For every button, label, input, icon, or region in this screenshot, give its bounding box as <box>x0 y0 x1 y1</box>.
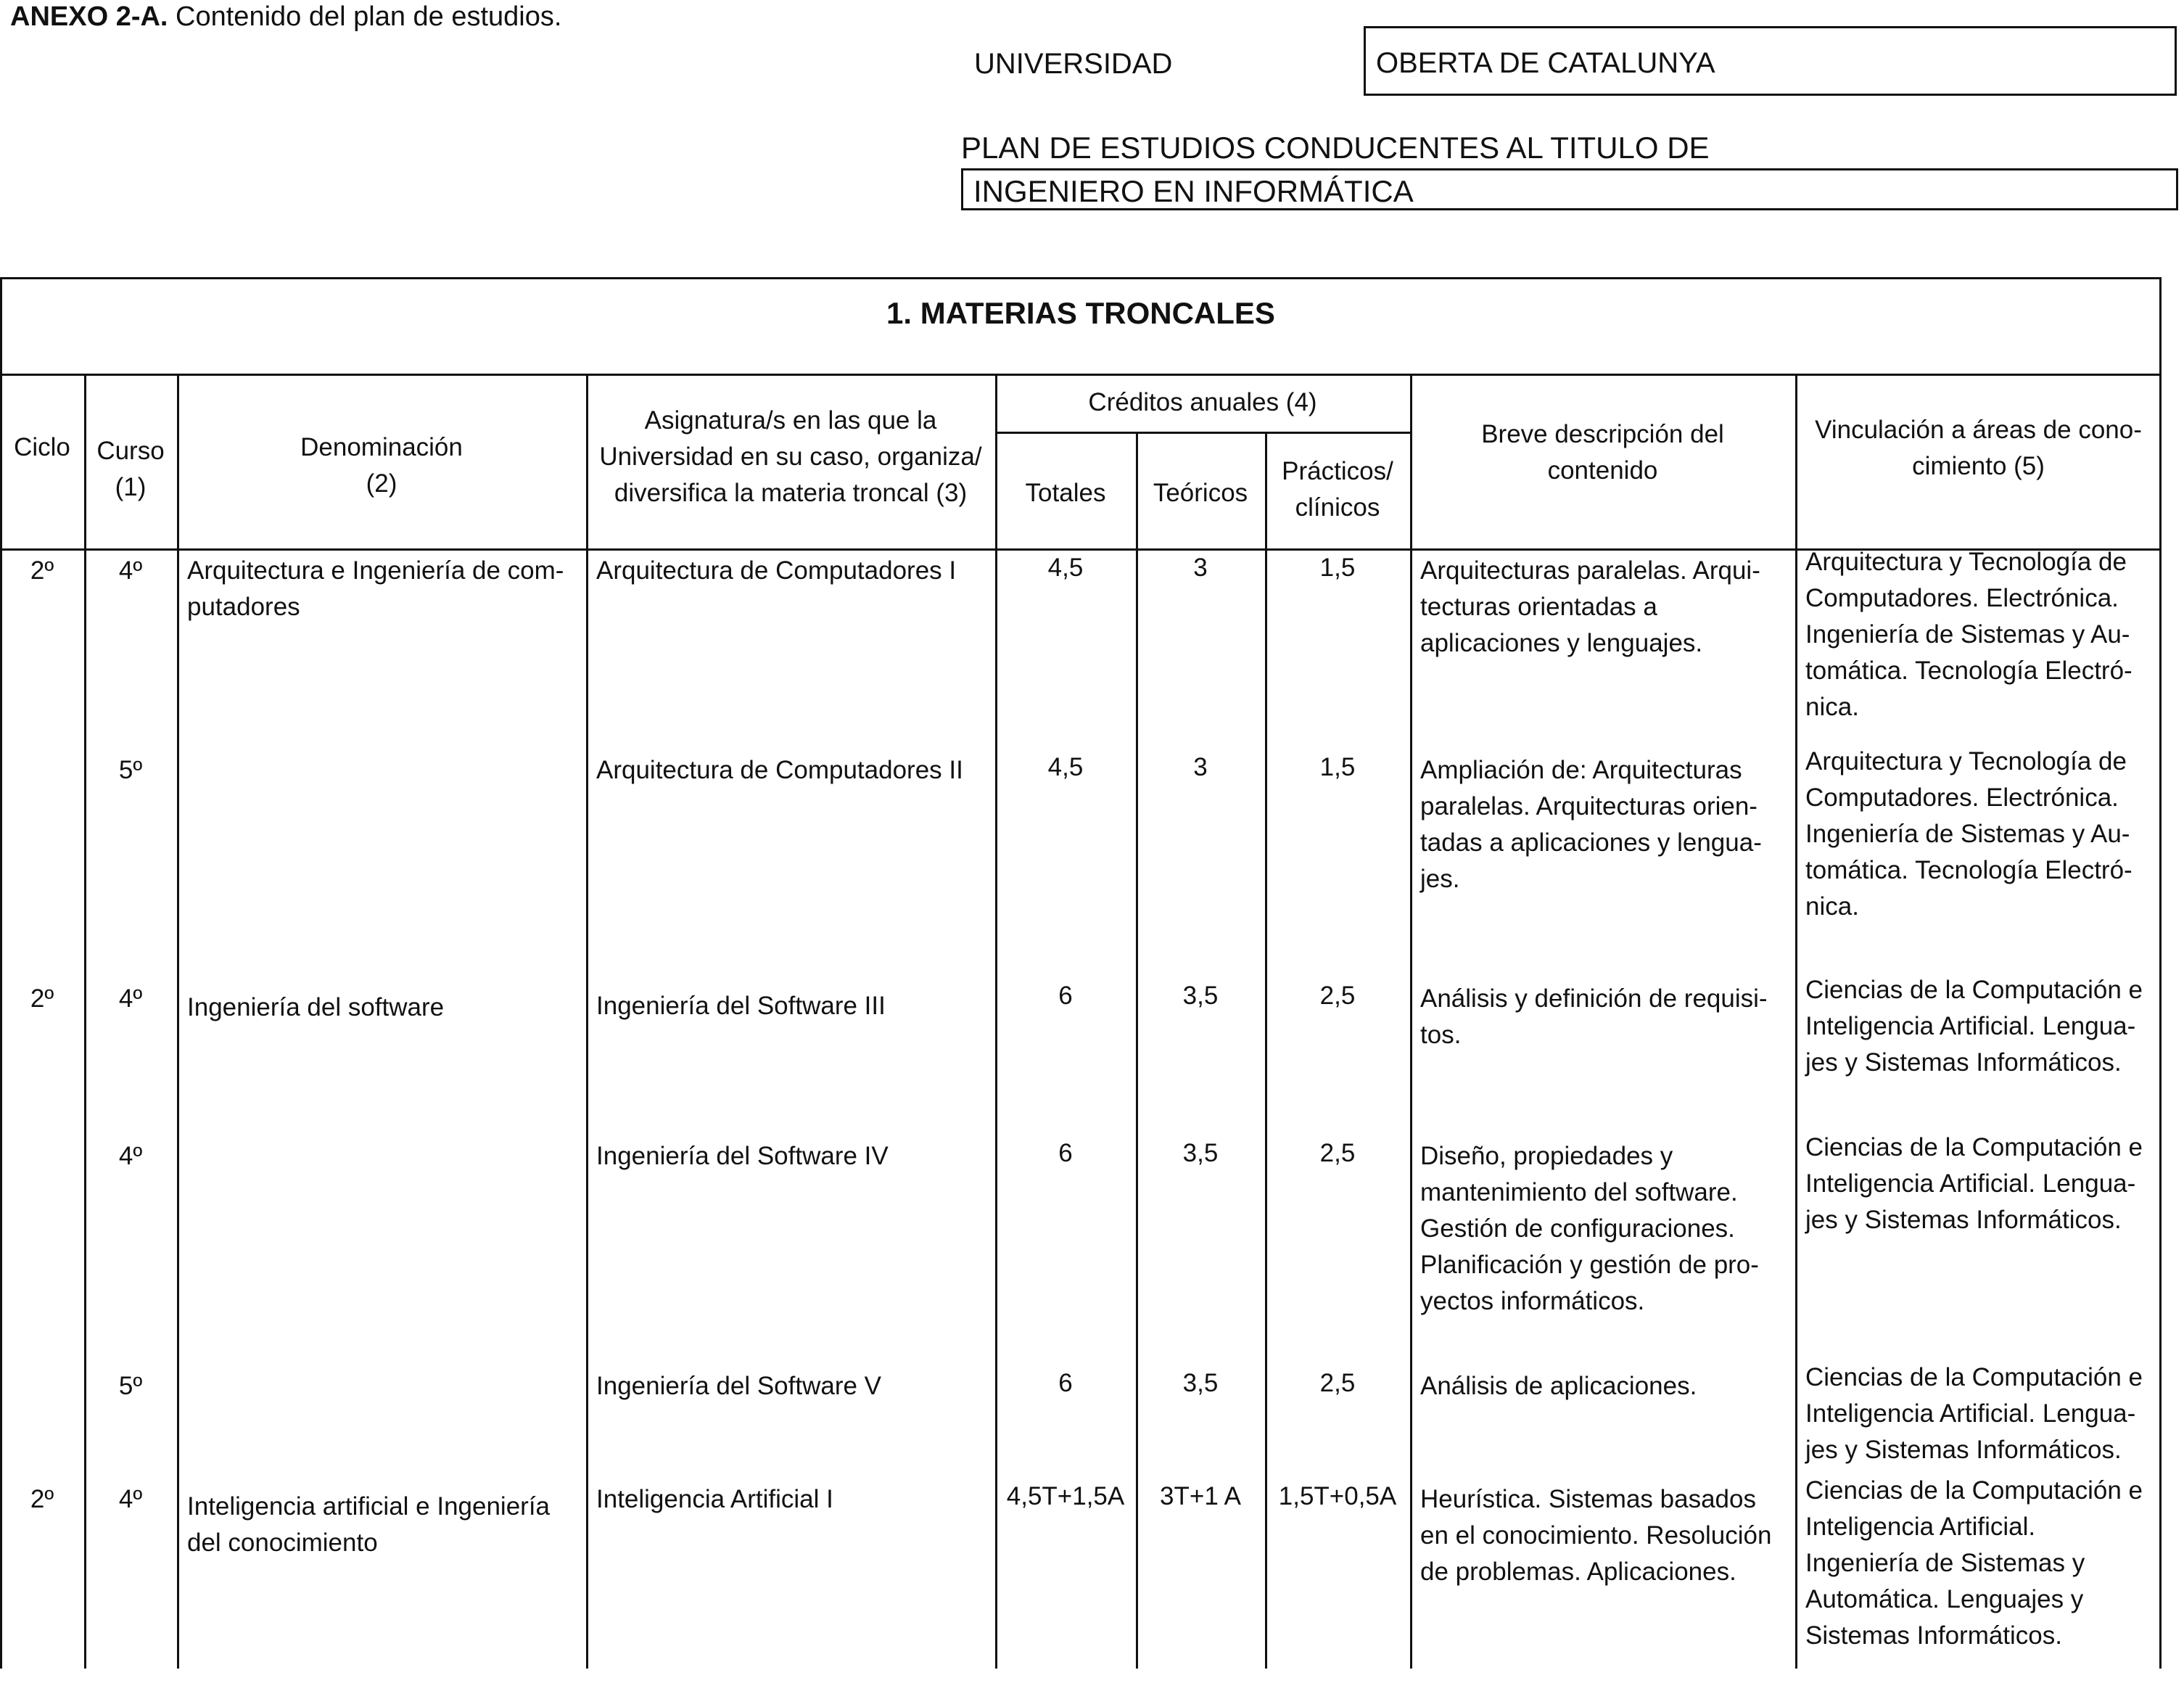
row-denominacion <box>187 1489 582 1561</box>
row-totales-line: 6 <box>1058 982 1073 1010</box>
row-teoricos <box>1136 1478 1265 1515</box>
row-vinculacion-line: Inteligencia Artificial. Lengua- <box>1805 1399 2136 1428</box>
row-descripcion-line: jes. <box>1420 865 1460 893</box>
row-practicos-line: 1,5 <box>1319 753 1356 781</box>
row-vinculacion <box>1805 972 2157 1081</box>
row-vinculacion-line: Ingeniería de Sistemas y <box>1805 1549 2085 1577</box>
row-vinculacion-line: jes y Sistemas Informáticos. <box>1805 1436 2122 1464</box>
row-vinculacion-line: Ciencias de la Computación e <box>1805 1363 2143 1391</box>
row-vinculacion-line: Inteligencia Artificial. Lengua- <box>1805 1012 2136 1040</box>
row-asignatura-line: Ingeniería del Software IV <box>596 1142 889 1170</box>
row-practicos <box>1265 749 1410 786</box>
row-curso <box>84 1481 177 1518</box>
row-curso-line: 4º <box>118 984 143 1013</box>
row-vinculacion-line: Arquitectura y Tecnología de <box>1805 747 2127 776</box>
row-asignatura-line: Arquitectura de Computadores II <box>596 756 963 784</box>
row-descripcion-line: tadas a aplicaciones y lengua- <box>1420 828 1762 857</box>
row-denominacion-line: Arquitectura e Ingeniería de com- <box>187 556 564 585</box>
row-denominacion-line: putadores <box>187 593 300 621</box>
header-denominacion <box>177 429 586 502</box>
row-curso-line: 4º <box>118 556 143 585</box>
row-vinculacion-line: Ingeniería de Sistemas y Au- <box>1805 620 2130 649</box>
row-denominacion <box>187 553 582 625</box>
row-descripcion-line: tecturas orientadas a <box>1420 593 1657 621</box>
row-practicos <box>1265 978 1410 1014</box>
row-descripcion-line: Análisis y definición de requisi- <box>1420 984 1768 1013</box>
row-denominacion <box>187 990 582 1026</box>
row-denominacion-line: del conocimiento <box>187 1529 378 1557</box>
row-descripcion <box>1420 553 1791 662</box>
row-practicos <box>1265 1478 1410 1515</box>
table-left-border <box>0 277 2 1669</box>
annex-label: ANEXO 2-A. <box>10 1 168 32</box>
row-teoricos-line: 3,5 <box>1182 1139 1219 1167</box>
column-divider <box>1795 374 1797 1669</box>
row-descripcion-line: Heurística. Sistemas basados <box>1420 1485 1756 1513</box>
header-vinculacion-line: Vinculación a áreas de cono- <box>1815 416 2142 444</box>
row-totales-line: 6 <box>1058 1139 1073 1167</box>
row-descripcion-line: yectos informáticos. <box>1420 1287 1645 1315</box>
header-curso-line: Curso <box>96 437 165 465</box>
row-descripcion <box>1420 1368 1791 1404</box>
row-descripcion-line: Ampliación de: Arquitecturas <box>1420 756 1742 784</box>
row-vinculacion-line: tomática. Tecnología Electró- <box>1805 657 2133 685</box>
row-descripcion <box>1420 981 1791 1053</box>
row-teoricos <box>1136 550 1265 586</box>
row-teoricos-line: 3,5 <box>1182 982 1219 1010</box>
row-totales <box>995 1135 1136 1172</box>
header-vinculacion <box>1795 412 2162 485</box>
row-practicos-line: 1,5 <box>1319 554 1356 582</box>
row-ciclo-line: 2º <box>30 556 54 585</box>
row-vinculacion-line: tomática. Tecnología Electró- <box>1805 856 2133 884</box>
row-practicos-line: 1,5T+0,5A <box>1278 1482 1397 1510</box>
header-descripcion-line: contenido <box>1547 456 1658 485</box>
header-creditos <box>995 384 1410 421</box>
row-totales <box>995 1365 1136 1402</box>
row-descripcion <box>1420 1138 1791 1320</box>
row-curso-line: 4º <box>118 1142 143 1170</box>
row-curso <box>84 1138 177 1175</box>
row-descripcion-line: Diseño, propiedades y <box>1420 1142 1673 1170</box>
row-totales-line: 4,5 <box>1047 554 1084 582</box>
header-descripcion <box>1410 416 1795 489</box>
row-ciclo <box>0 553 84 589</box>
row-denominacion-line: Inteligencia artificial e Ingeniería <box>187 1492 551 1521</box>
row-vinculacion <box>1805 544 2157 725</box>
header-practicos-line: clínicos <box>1295 493 1380 522</box>
row-vinculacion-line: Ingeniería de Sistemas y Au- <box>1805 820 2130 848</box>
row-descripcion-line: paralelas. Arquitecturas orien- <box>1420 792 1757 820</box>
annex-title <box>10 1 561 33</box>
header-denominacion-line: (2) <box>366 469 397 498</box>
row-practicos-line: 2,5 <box>1319 1369 1356 1397</box>
row-teoricos <box>1136 978 1265 1014</box>
row-curso-line: 4º <box>118 1485 143 1513</box>
credits-subheader-border <box>995 432 1410 434</box>
row-teoricos <box>1136 1135 1265 1172</box>
column-divider <box>1410 374 1412 1669</box>
row-totales <box>995 749 1136 786</box>
row-totales <box>995 1478 1136 1515</box>
row-curso <box>84 553 177 589</box>
row-curso-line: 5º <box>118 756 143 784</box>
column-divider <box>586 374 588 1669</box>
row-vinculacion-line: nica. <box>1805 892 1859 921</box>
row-denominacion-line: Ingeniería del software <box>187 993 445 1021</box>
row-curso <box>84 981 177 1017</box>
row-curso <box>84 752 177 789</box>
row-practicos <box>1265 550 1410 586</box>
row-asignatura-line: Ingeniería del Software V <box>596 1372 882 1400</box>
header-totales-line: Totales <box>1025 479 1106 507</box>
column-divider <box>177 374 179 1669</box>
row-vinculacion <box>1805 1360 2157 1468</box>
header-asignatura-line: Asignatura/s en las que la <box>644 406 937 435</box>
row-vinculacion-line: Inteligencia Artificial. Lengua- <box>1805 1169 2136 1198</box>
row-vinculacion-line: nica. <box>1805 693 1859 721</box>
header-practicos-line: Prácticos/ <box>1282 457 1393 485</box>
row-totales-line: 4,5T+1,5A <box>1006 1482 1125 1510</box>
row-asignatura-line: Ingeniería del Software III <box>596 992 886 1020</box>
row-vinculacion-line: Ciencias de la Computación e <box>1805 1476 2143 1505</box>
row-vinculacion-line: Arquitectura y Tecnología de <box>1805 548 2127 576</box>
row-vinculacion <box>1805 1130 2157 1238</box>
header-ciclo <box>0 429 84 466</box>
column-divider-right <box>2159 374 2162 1669</box>
row-teoricos-line: 3T+1 A <box>1160 1482 1241 1510</box>
header-teoricos <box>1136 475 1265 511</box>
row-teoricos <box>1136 749 1265 786</box>
row-descripcion-line: aplicaciones y lenguajes. <box>1420 629 1703 657</box>
row-vinculacion-line: jes y Sistemas Informáticos. <box>1805 1048 2122 1077</box>
header-curso-line: (1) <box>115 473 147 501</box>
row-vinculacion-line: Sistemas Informáticos. <box>1805 1621 2062 1650</box>
plan-label: PLAN DE ESTUDIOS CONDUCENTES AL TITULO DE <box>961 131 1710 165</box>
row-teoricos-line: 3,5 <box>1182 1369 1219 1397</box>
header-descripcion-line: Breve descripción del <box>1481 420 1724 448</box>
row-vinculacion-line: Computadores. Electrónica. <box>1805 783 2119 812</box>
row-vinculacion-line: Ciencias de la Computación e <box>1805 976 2143 1004</box>
row-asignatura <box>596 752 991 789</box>
row-descripcion-line: mantenimiento del software. <box>1420 1178 1738 1206</box>
section-title: 1. MATERIAS TRONCALES <box>886 296 1275 330</box>
row-practicos <box>1265 1365 1410 1402</box>
header-curso <box>84 433 177 506</box>
row-vinculacion-line: Inteligencia Artificial. <box>1805 1513 2036 1541</box>
row-practicos-line: 2,5 <box>1319 1139 1356 1167</box>
row-teoricos-line: 3 <box>1193 753 1208 781</box>
row-totales <box>995 550 1136 586</box>
row-vinculacion <box>1805 744 2157 925</box>
header-totales <box>995 475 1136 511</box>
row-vinculacion <box>1805 1473 2157 1654</box>
row-vinculacion-line: Automática. Lenguajes y <box>1805 1585 2084 1613</box>
header-creditos-line: Créditos anuales (4) <box>1088 388 1317 416</box>
row-asignatura <box>596 1481 991 1518</box>
row-asignatura-line: Arquitectura de Computadores I <box>596 556 957 585</box>
row-asignatura <box>596 1138 991 1175</box>
row-descripcion-line: tos. <box>1420 1021 1462 1049</box>
row-descripcion-line: de problemas. Aplicaciones. <box>1420 1558 1736 1586</box>
row-ciclo <box>0 981 84 1017</box>
degree-title: INGENIERO EN INFORMÁTICA <box>961 168 2178 210</box>
header-asignatura <box>586 403 995 511</box>
row-totales <box>995 978 1136 1014</box>
annex-text: Contenido del plan de estudios. <box>168 1 562 32</box>
university-value: OBERTA DE CATALUNYA <box>1364 26 2177 96</box>
row-descripcion-line: Planificación y gestión de pro- <box>1420 1251 1759 1279</box>
header-asignatura-line: diversifica la materia troncal (3) <box>614 479 968 507</box>
row-descripcion-line: Análisis de aplicaciones. <box>1420 1372 1697 1400</box>
row-asignatura-line: Inteligencia Artificial I <box>596 1485 833 1513</box>
section-bottom-border <box>0 374 2162 376</box>
row-teoricos <box>1136 1365 1265 1402</box>
row-vinculacion-line: jes y Sistemas Informáticos. <box>1805 1206 2122 1234</box>
row-asignatura <box>596 553 991 589</box>
row-practicos <box>1265 1135 1410 1172</box>
row-asignatura <box>596 1368 991 1404</box>
header-teoricos-line: Teóricos <box>1153 479 1248 507</box>
row-asignatura <box>596 988 991 1024</box>
header-ciclo-line: Ciclo <box>14 433 70 461</box>
header-asignatura-line: Universidad en su caso, organiza/ <box>599 443 982 471</box>
row-descripcion-line: Arquitecturas paralelas. Arqui- <box>1420 556 1760 585</box>
row-vinculacion-line: Ciencias de la Computación e <box>1805 1133 2143 1161</box>
header-denominacion-line: Denominación <box>300 433 463 461</box>
row-teoricos-line: 3 <box>1193 554 1208 582</box>
row-totales-line: 6 <box>1058 1369 1073 1397</box>
row-curso <box>84 1368 177 1404</box>
row-descripcion-line: Gestión de configuraciones. <box>1420 1214 1735 1243</box>
row-descripcion <box>1420 752 1791 897</box>
row-totales-line: 4,5 <box>1047 753 1084 781</box>
row-ciclo-line: 2º <box>30 984 54 1013</box>
row-descripcion-line: en el conocimiento. Resolución <box>1420 1521 1772 1550</box>
row-practicos-line: 2,5 <box>1319 982 1356 1010</box>
row-ciclo <box>0 1481 84 1518</box>
row-vinculacion-line: Computadores. Electrónica. <box>1805 584 2119 612</box>
header-vinculacion-line: cimiento (5) <box>1912 452 2045 480</box>
row-ciclo-line: 2º <box>30 1485 54 1513</box>
table-top-border <box>0 277 2162 279</box>
row-curso-line: 5º <box>118 1372 143 1400</box>
university-label: UNIVERSIDAD <box>974 48 1173 80</box>
row-descripcion <box>1420 1481 1791 1590</box>
header-practicos <box>1265 453 1410 526</box>
